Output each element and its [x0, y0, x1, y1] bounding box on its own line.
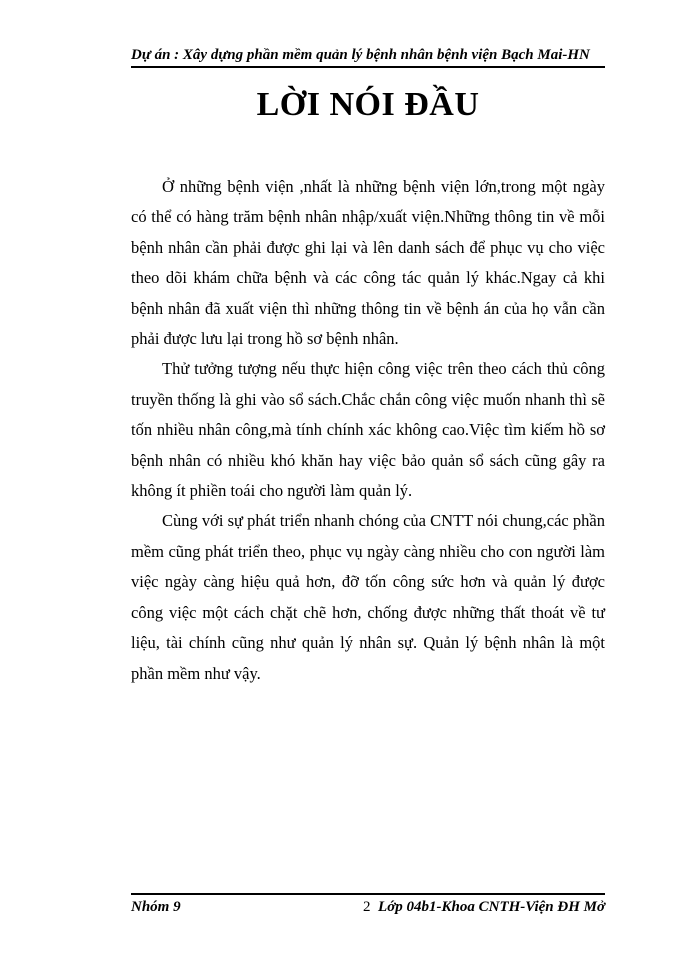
body-text: [131, 172, 605, 689]
paragraph-2: Thử tưởng tượng nếu thực hiện công việc trên theo cách thủ công truyền thống là ghi vào sổ sách.Chắc chắn công việc muốn nhanh thì sẽ tốn nhiều nhân công,mà tính chính xác không cao.Việc tìm kiếm hồ sơ bệnh nhân có nhiều khó khăn hay việc bảo quản sổ sách cũng gây ra không ít phiền toái cho người làm quản lý.: [131, 359, 605, 501]
header-rule: [131, 66, 605, 68]
page-footer: [131, 897, 605, 921]
page-header: [131, 44, 605, 66]
footer-rule: [131, 893, 605, 895]
header-text: Dự án : Xây dựng phần mềm quản lý bệnh nhân bệnh viện Bạch Mai-HN: [131, 47, 590, 63]
page-number: 2: [363, 899, 371, 915]
paragraph-1: Ở những bệnh viện ,nhất là những bệnh viện lớn,trong một ngày có thể có hàng trăm bệnh nhân nhập/xuất viện.Những thông tin về mỗi bệnh nhân cần phải được ghi lại và lên danh sách để phục vụ cho việc theo dõi khám chữa bệnh và các công tác quản lý khác.Ngay cả khi bệnh nhân đã xuất viện thì những thông tin về bệnh án của họ vẫn cần phải được lưu lại trong hồ sơ bệnh nhân.: [131, 177, 605, 349]
footer-class: Lớp 04b1-Khoa CNTH-Viện ĐH Mở: [378, 899, 605, 915]
paragraph-3: Cùng với sự phát triển nhanh chóng của CNTT nói chung,các phần mềm cũng phát triển theo, phục vụ ngày càng nhiều cho con người làm việc ngày càng hiệu quả hơn, đỡ tốn công sức hơn và quản lý được công việc một cách chặt chẽ hơn, chống được những thất thoát về tư liệu, tài chính cũng như quản lý nhân sự. Quản lý bệnh nhân là một phần mềm như vậy.: [131, 511, 605, 683]
page-title: LỜI NÓI ĐẦU: [256, 86, 480, 123]
footer-group: Nhóm 9: [131, 899, 181, 915]
